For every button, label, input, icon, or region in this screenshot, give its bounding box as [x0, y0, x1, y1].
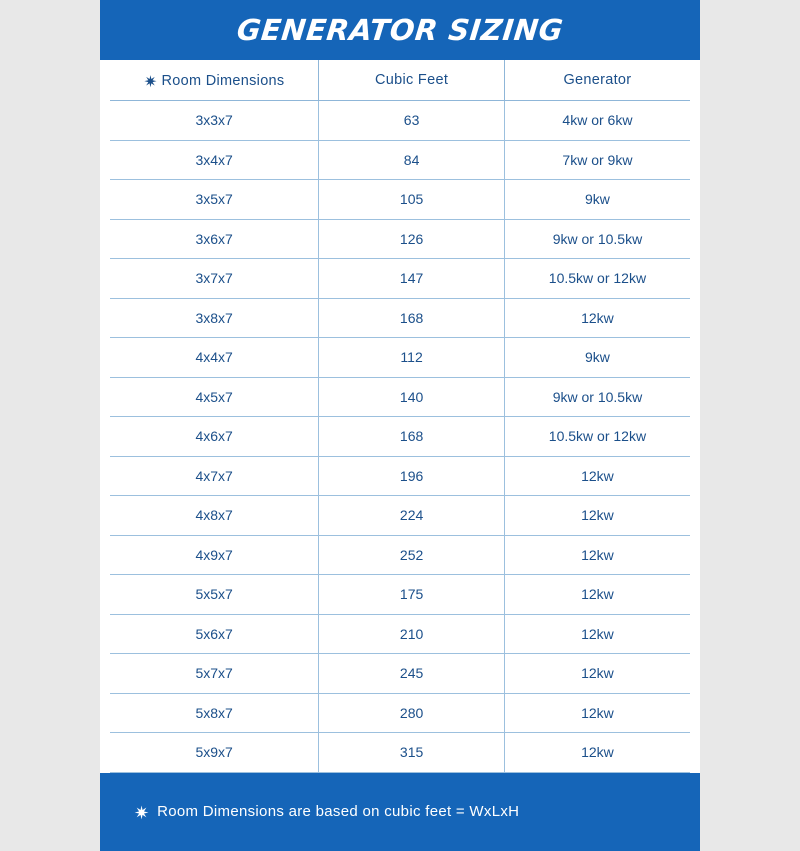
cell-dimensions: 3x5x7	[110, 180, 319, 220]
table-row	[110, 259, 690, 299]
cell-generator: 10.5kw or 12kw	[504, 259, 690, 299]
cell-cubic-feet: 252	[319, 535, 505, 575]
cell-cubic-feet: 147	[319, 259, 505, 299]
table-row	[110, 535, 690, 575]
cell-dimensions: 4x6x7	[110, 417, 319, 457]
table-row	[110, 733, 690, 773]
generator-sizing-table	[110, 60, 690, 773]
cell-dimensions: 4x8x7	[110, 496, 319, 536]
cell-generator: 12kw	[504, 693, 690, 733]
cell-cubic-feet: 84	[319, 140, 505, 180]
column-header-generator: Generator	[504, 60, 690, 101]
cell-cubic-feet: 210	[319, 614, 505, 654]
cell-generator: 10.5kw or 12kw	[504, 417, 690, 457]
table-row	[110, 298, 690, 338]
cell-generator: 12kw	[504, 575, 690, 615]
cell-cubic-feet: 140	[319, 377, 505, 417]
cell-cubic-feet: 63	[319, 101, 505, 141]
cell-generator: 12kw	[504, 614, 690, 654]
cell-generator: 9kw or 10.5kw	[504, 377, 690, 417]
table-row	[110, 614, 690, 654]
table-row	[110, 693, 690, 733]
table-row	[110, 180, 690, 220]
column-header-room-dimensions	[110, 60, 319, 101]
generator-sizing-card	[100, 0, 700, 823]
table-header	[110, 60, 690, 101]
table-body	[110, 101, 690, 773]
cell-generator: 12kw	[504, 456, 690, 496]
cell-dimensions: 4x7x7	[110, 456, 319, 496]
cell-dimensions: 3x8x7	[110, 298, 319, 338]
cell-dimensions: 5x6x7	[110, 614, 319, 654]
cell-cubic-feet: 245	[319, 654, 505, 694]
header-bar	[100, 0, 700, 60]
cell-cubic-feet: 168	[319, 417, 505, 457]
cell-cubic-feet: 196	[319, 456, 505, 496]
table-row	[110, 140, 690, 180]
cell-cubic-feet: 280	[319, 693, 505, 733]
table-row	[110, 575, 690, 615]
column-header-cubic-feet: Cubic Feet	[319, 60, 505, 101]
cell-generator: 4kw or 6kw	[504, 101, 690, 141]
page-title: GENERATOR SIZING	[235, 13, 565, 47]
asterisk-icon: ✷	[134, 803, 150, 823]
cell-dimensions: 5x7x7	[110, 654, 319, 694]
cell-dimensions: 4x4x7	[110, 338, 319, 378]
table-header-row	[110, 60, 690, 101]
asterisk-icon: ✷	[143, 74, 158, 91]
footnote-text: Room Dimensions are based on cubic feet = WxLxH	[157, 803, 520, 820]
cell-generator: 9kw	[504, 180, 690, 220]
cell-generator: 9kw	[504, 338, 690, 378]
cell-dimensions: 5x8x7	[110, 693, 319, 733]
cell-dimensions: 5x9x7	[110, 733, 319, 773]
cell-cubic-feet: 224	[319, 496, 505, 536]
cell-dimensions: 5x5x7	[110, 575, 319, 615]
table-row	[110, 496, 690, 536]
table-container	[100, 60, 700, 773]
cell-cubic-feet: 105	[319, 180, 505, 220]
cell-generator: 12kw	[504, 535, 690, 575]
table-row	[110, 101, 690, 141]
cell-dimensions: 4x9x7	[110, 535, 319, 575]
cell-dimensions: 3x3x7	[110, 101, 319, 141]
cell-cubic-feet: 126	[319, 219, 505, 259]
cell-generator: 12kw	[504, 654, 690, 694]
document-page	[100, 0, 700, 823]
cell-dimensions: 3x6x7	[110, 219, 319, 259]
table-row	[110, 377, 690, 417]
cell-cubic-feet: 315	[319, 733, 505, 773]
cell-generator: 9kw or 10.5kw	[504, 219, 690, 259]
cell-dimensions: 3x7x7	[110, 259, 319, 299]
table-row	[110, 338, 690, 378]
cell-generator: 12kw	[504, 496, 690, 536]
cell-dimensions: 3x4x7	[110, 140, 319, 180]
table-row	[110, 456, 690, 496]
table-row	[110, 417, 690, 457]
cell-cubic-feet: 175	[319, 575, 505, 615]
cell-generator: 12kw	[504, 733, 690, 773]
cell-generator: 12kw	[504, 298, 690, 338]
cell-dimensions: 4x5x7	[110, 377, 319, 417]
column-header-room-dimensions-label: Room Dimensions	[161, 73, 285, 89]
table-row	[110, 219, 690, 259]
cell-cubic-feet: 112	[319, 338, 505, 378]
cell-generator: 7kw or 9kw	[504, 140, 690, 180]
cell-cubic-feet: 168	[319, 298, 505, 338]
footer-bar	[100, 773, 700, 851]
table-row	[110, 654, 690, 694]
